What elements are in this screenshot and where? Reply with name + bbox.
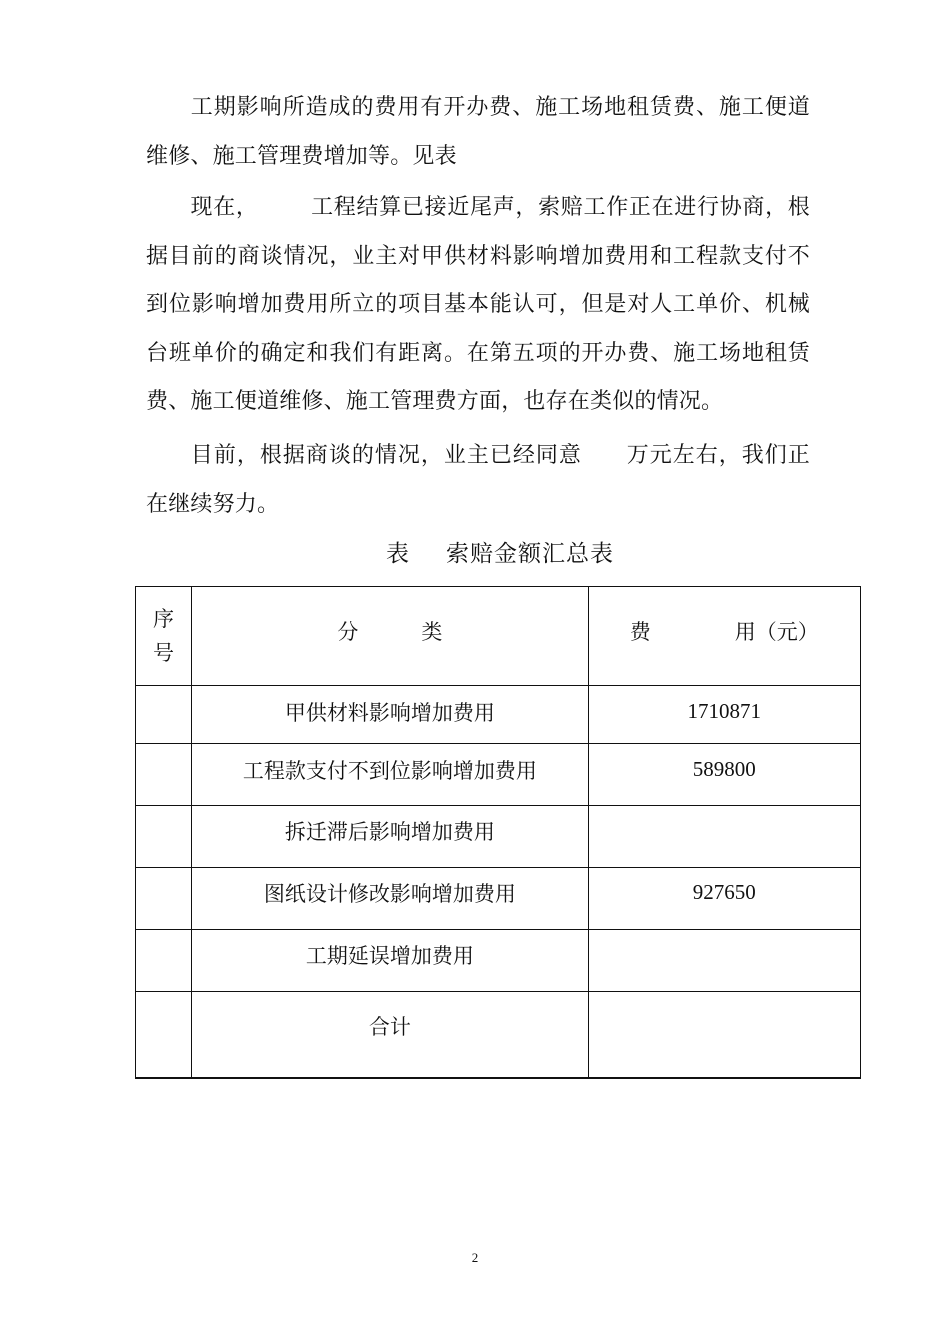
paragraph-text-lead: 目前，根据商谈的情况，业主已经同意 bbox=[190, 443, 582, 468]
cell-category: 工程款支付不到位影响增加费用 bbox=[192, 744, 589, 806]
header-serial-number: 序 号 bbox=[136, 587, 192, 686]
paragraph-cost-items bbox=[146, 84, 810, 181]
cell-no bbox=[136, 806, 192, 868]
paragraph-text-lead: 现在， bbox=[190, 195, 259, 220]
table-title-prefix: 表 bbox=[386, 541, 410, 567]
cell-fee bbox=[588, 992, 860, 1078]
paragraph-text: 工期影响所造成的费用有开办费、施工场地租赁费、施工便道维修、施工管理费增加等。见表 bbox=[146, 95, 810, 169]
table-row bbox=[136, 686, 861, 744]
cell-no bbox=[136, 744, 192, 806]
cell-fee: 589800 bbox=[588, 744, 860, 806]
claim-summary-table bbox=[135, 586, 861, 1079]
table-row bbox=[136, 744, 861, 806]
cell-no bbox=[136, 992, 192, 1078]
page-number: 2 bbox=[471, 1250, 479, 1265]
table-title bbox=[0, 535, 950, 568]
table-title-name: 索赔金额汇总表 bbox=[446, 541, 614, 567]
header-category: 分 类 bbox=[192, 587, 589, 686]
paragraph-settlement-status bbox=[146, 184, 810, 427]
cell-fee: 1710871 bbox=[588, 686, 860, 744]
cell-fee bbox=[588, 930, 860, 992]
cell-no bbox=[136, 930, 192, 992]
table-row bbox=[136, 930, 861, 992]
paragraph-text: 工程结算已接近尾声，索赔工作正在进行协商，根据目前的商谈情况，业主对甲供材料影响增加费用和工程款支付不到位影响增加费用所立的项目基本能认可，但是对人工单价、机械台班单价的确定和我们有距离。在第五项的开办费、施工场地租赁费、施工便道维修、施工管理费方面，也存在类似的情况。 bbox=[146, 195, 810, 414]
cell-no bbox=[136, 868, 192, 930]
table-row-total bbox=[136, 992, 861, 1078]
table-row bbox=[136, 868, 861, 930]
header-fee: 费 用（元） bbox=[588, 587, 860, 686]
table-header-row bbox=[136, 587, 861, 686]
cell-category: 图纸设计修改影响增加费用 bbox=[192, 868, 589, 930]
cell-fee bbox=[588, 806, 860, 868]
cell-category: 工期延误增加费用 bbox=[192, 930, 589, 992]
cell-category: 拆迁滞后影响增加费用 bbox=[192, 806, 589, 868]
table-row bbox=[136, 806, 861, 868]
cell-no bbox=[136, 686, 192, 744]
cell-category: 合计 bbox=[192, 992, 589, 1078]
cell-fee: 927650 bbox=[588, 868, 860, 930]
paragraph-text: 万元左右，我们正在继续努力。 bbox=[146, 443, 810, 517]
paragraph-current-agreement bbox=[146, 432, 810, 529]
cell-category: 甲供材料影响增加费用 bbox=[192, 686, 589, 744]
